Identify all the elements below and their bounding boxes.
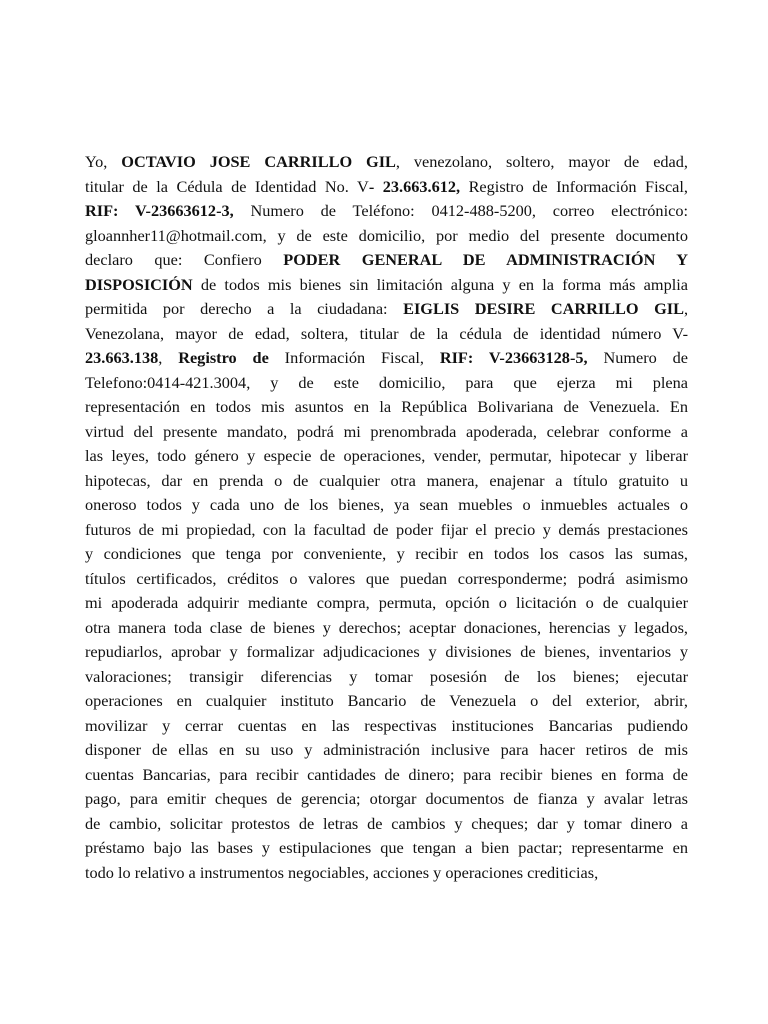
text-line	[85, 273, 688, 298]
text-line	[85, 542, 688, 567]
text-run: préstamo bajo las bases y estipulaciones que tengan a bien pactar; representarme en	[85, 838, 688, 857]
power-of-attorney-body	[85, 150, 688, 885]
text-line	[85, 224, 688, 249]
text-line	[85, 861, 688, 886]
text-line	[85, 322, 688, 347]
bold-text-run: EIGLIS DESIRE CARRILLO GIL	[403, 299, 684, 318]
text-line	[85, 836, 688, 861]
bold-text-run: - 23.663.612,	[368, 176, 461, 196]
text-run: futuros de mi propiedad, con la facultad de poder fijar el precio y demás prestaciones	[85, 519, 688, 539]
text-run: operaciones en cualquier instituto Bancario de Venezuela o del exterior, abrir,	[85, 691, 688, 710]
text-line	[85, 640, 688, 665]
text-run: disponer de ellas en su uso y administración inclusive para hacer retiros de mis	[85, 740, 688, 759]
text-run: Venezolana, mayor de edad, soltera, titular de la cédula de identidad número V-	[85, 323, 688, 343]
text-run: valoraciones; transigir diferencias y tomar posesión de los bienes; ejecutar	[85, 666, 688, 686]
text-run: títulos certificados, créditos o valores que puedan corresponderme; podrá asimismo	[85, 568, 688, 588]
text-line	[85, 665, 688, 690]
text-line	[85, 248, 688, 273]
text-run: las leyes, todo género y especie de operaciones, vender, permutar, hipotecar y liberar	[85, 446, 688, 465]
text-line	[85, 689, 688, 714]
bold-text-run: PODER GENERAL DE ADMINISTRACIÓN Y	[283, 250, 688, 269]
text-line	[85, 395, 688, 420]
text-line	[85, 518, 688, 543]
text-run: Registro de Información Fiscal,	[460, 176, 688, 196]
bold-text-run: 23.663.138	[85, 348, 159, 367]
text-line	[85, 175, 688, 200]
text-line	[85, 346, 688, 371]
text-run: repudiarlos, aprobar y formalizar adjudicaciones y divisiones de bienes, inventarios y	[85, 642, 688, 661]
text-run: oneroso todos y cada uno de los bienes, ya sean muebles o inmuebles actuales o	[85, 495, 688, 514]
text-run: ,	[158, 348, 179, 367]
text-run: pago, para emitir cheques de gerencia; otorgar documentos de fianza y avalar letras	[85, 789, 688, 808]
text-line	[85, 714, 688, 739]
text-line	[85, 493, 688, 518]
bold-text-run: DISPOSICIÓN	[85, 274, 193, 294]
text-run: todo lo relativo a instrumentos negociables, acciones y operaciones crediticias,	[85, 862, 599, 882]
text-line	[85, 567, 688, 592]
text-run: movilizar y cerrar cuentas en las respectivas instituciones Bancarias pudiendo	[85, 715, 688, 735]
text-run: de cambio, solicitar protestos de letras de cambios y cheques; dar y tomar dinero a	[85, 813, 688, 833]
text-run: permitida por derecho a la ciudadana:	[85, 299, 404, 318]
text-run: representación en todos mis asuntos en la República Bolivariana de Venezuela. En	[85, 397, 688, 416]
bold-text-run: OCTAVIO JOSE CARRILLO GIL	[121, 152, 396, 171]
text-line	[85, 738, 688, 763]
text-line	[85, 199, 688, 224]
text-run: de todos mis bienes sin limitación alguna y en la forma más amplia	[192, 274, 688, 294]
text-line	[85, 469, 688, 494]
text-run: Numero de	[587, 348, 689, 367]
text-line	[85, 420, 688, 445]
text-line	[85, 444, 688, 469]
text-run: gloannher11@hotmail.com, y de este domicilio, por medio del presente documento	[85, 225, 688, 245]
text-run: declaro que: Confiero	[85, 250, 284, 269]
text-line	[85, 297, 688, 322]
text-run: Información Fiscal,	[268, 348, 440, 367]
text-run: otra manera toda clase de bienes y derechos; aceptar donaciones, herencias y legados,	[85, 617, 688, 637]
text-run: hipotecas, dar en prenda o de cualquier otra manera, enajenar a título gratuito u	[85, 470, 688, 490]
text-run: , venezolano, soltero, mayor de edad,	[395, 152, 688, 171]
text-line	[85, 787, 688, 812]
text-run: virtud del presente mandato, podrá mi prenombrada apoderada, celebrar conforme a	[85, 421, 688, 441]
text-run: titular de la Cédula de Identidad No. V	[85, 176, 369, 196]
text-run: cuentas Bancarias, para recibir cantidades de dinero; para recibir bienes en forma de	[85, 764, 688, 784]
text-run: Numero de Teléfono: 0412-488-5200, correo electrónico:	[233, 201, 688, 220]
bold-text-run: RIF: V-23663128-5,	[439, 348, 588, 367]
text-line	[85, 150, 688, 175]
text-run: Yo,	[85, 152, 122, 171]
text-line	[85, 812, 688, 837]
text-line	[85, 591, 688, 616]
text-line	[85, 616, 688, 641]
text-run: y condiciones que tenga por conveniente, y recibir en todos los casos las sumas,	[85, 544, 688, 563]
bold-text-run: RIF: V-23663612-3,	[85, 201, 234, 220]
bold-text-run: Registro de	[178, 348, 269, 367]
text-run: ,	[683, 299, 689, 318]
text-line	[85, 763, 688, 788]
text-line	[85, 371, 688, 396]
text-run: mi apoderada adquirir mediante compra, permuta, opción o licitación o de cualquier	[85, 593, 688, 612]
text-run: Telefono:0414-421.3004, y de este domicilio, para que ejerza mi plena	[85, 372, 688, 392]
